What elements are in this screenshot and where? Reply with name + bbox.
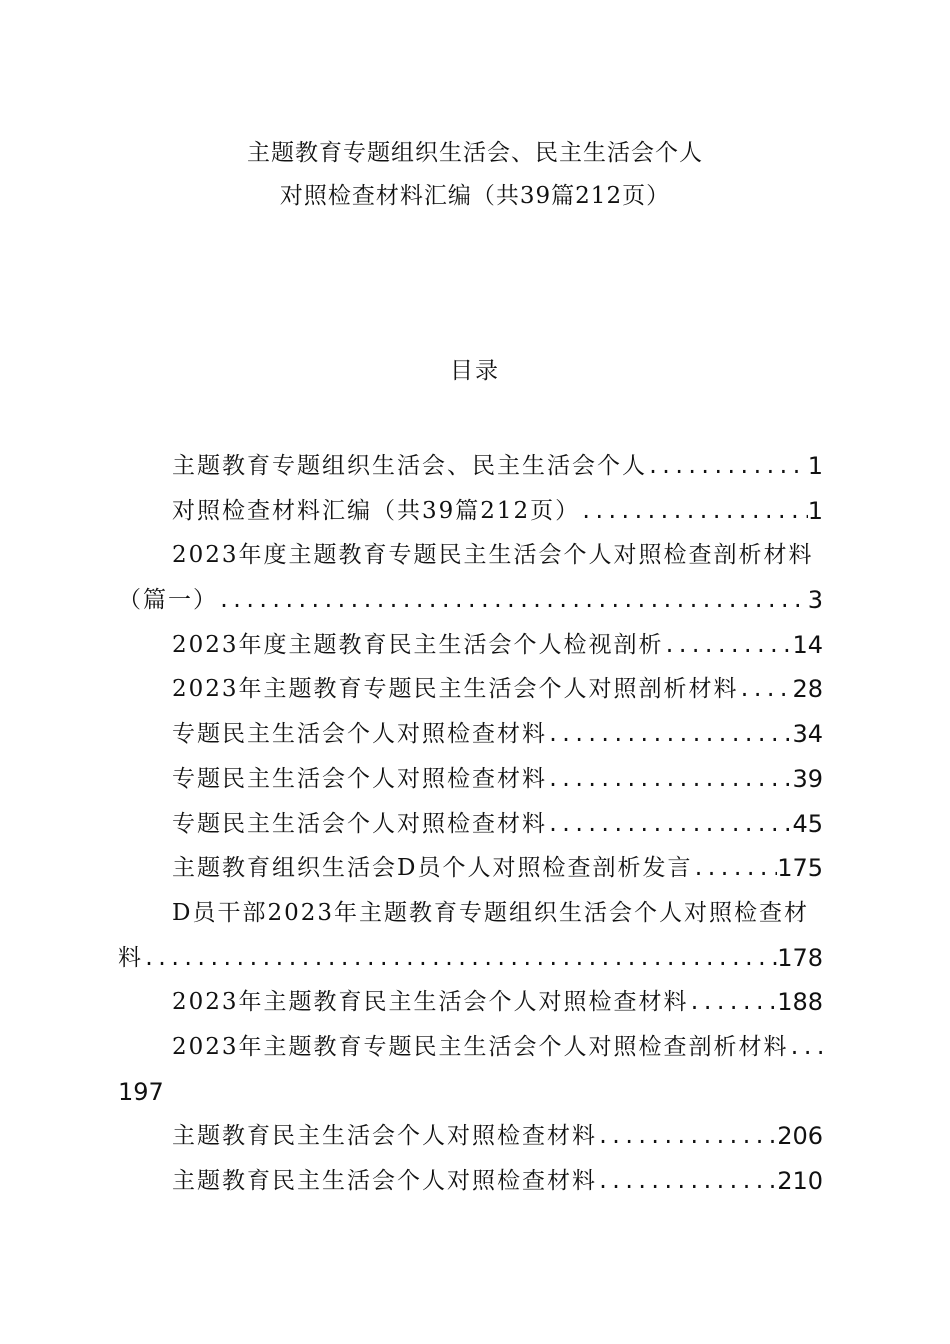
toc-entry[interactable]	[118, 533, 823, 578]
dot-leader	[547, 802, 792, 847]
toc-entry-title: 料	[118, 944, 143, 971]
toc-entry-continuation[interactable]	[118, 578, 823, 623]
toc-entry-continuation[interactable]	[118, 1070, 823, 1115]
toc-entry-title: 2023年度主题教育民主生活会个人检视剖析	[172, 631, 664, 658]
dot-leader	[689, 980, 778, 1025]
toc-entry-title: 主题教育民主生活会个人对照检查材料	[172, 1123, 597, 1150]
toc-entry-page: 3	[807, 586, 823, 615]
dot-leader	[547, 712, 792, 757]
toc-entry[interactable]	[118, 1159, 823, 1204]
toc-entry-title: 2023年主题教育民主生活会个人对照检查材料	[172, 989, 689, 1016]
toc-entry-page: 14	[792, 630, 823, 659]
toc-entry[interactable]	[118, 891, 823, 936]
dot-leader	[789, 1025, 823, 1070]
dot-leader	[739, 667, 793, 712]
toc-heading: 目录	[450, 358, 500, 384]
dot-leader	[580, 489, 808, 534]
toc-entry[interactable]	[118, 802, 823, 847]
toc-entry[interactable]	[118, 444, 823, 489]
toc-entry-page: 197	[118, 1077, 164, 1106]
toc-entry[interactable]	[118, 667, 823, 712]
toc-entry[interactable]	[118, 623, 823, 668]
toc-entry-page: 28	[792, 675, 823, 704]
dot-leader	[692, 846, 777, 891]
toc-entry-page: 178	[777, 943, 823, 972]
toc-entry-page: 34	[792, 720, 823, 749]
dot-leader	[597, 1114, 777, 1159]
toc-entry[interactable]	[118, 757, 823, 802]
dot-leader	[664, 623, 793, 668]
toc-entry-title: 2023年度主题教育专题民主生活会个人对照检查剖析材料	[172, 542, 814, 569]
table-of-contents	[118, 444, 823, 1204]
toc-entry-title: 对照检查材料汇编（共39篇212页）	[172, 497, 581, 524]
dot-leader	[647, 444, 808, 489]
toc-entry-title: 2023年主题教育专题民主生活会个人对照剖析材料	[172, 676, 739, 703]
toc-entry-title: （篇一）	[118, 587, 218, 614]
toc-entry[interactable]	[118, 980, 823, 1025]
toc-entry[interactable]	[118, 489, 823, 534]
toc-entry-title: 主题教育组织生活会D员个人对照检查剖析发言	[172, 855, 693, 882]
toc-entry-page: 206	[777, 1122, 823, 1151]
toc-entry-continuation[interactable]	[118, 936, 823, 981]
toc-entry-title: D员干部2023年主题教育专题组织生活会个人对照检查材	[172, 899, 809, 926]
toc-entry-page: 1	[807, 452, 823, 480]
document-title-line2: 对照检查材料汇编（共39篇212页）	[279, 183, 671, 209]
dot-leader	[143, 936, 777, 981]
toc-entry-page: 45	[792, 809, 823, 838]
document-title-line1: 主题教育专题组织生活会、民主生活会个人	[247, 140, 703, 166]
toc-entry-page: 39	[792, 764, 823, 793]
dot-leader	[547, 757, 792, 802]
dot-leader	[218, 578, 808, 623]
toc-entry[interactable]	[118, 1025, 823, 1070]
toc-entry-page: 1	[807, 496, 823, 525]
dot-leader	[597, 1159, 777, 1204]
toc-entry-title: 专题民主生活会个人对照检查材料	[172, 810, 547, 837]
toc-entry-title: 2023年主题教育专题民主生活会个人对照检查剖析材料	[172, 1033, 789, 1060]
toc-entry[interactable]	[118, 712, 823, 757]
toc-entry-title: 专题民主生活会个人对照检查材料	[172, 765, 547, 792]
toc-entry-page: 175	[777, 854, 823, 883]
toc-entry-title: 专题民主生活会个人对照检查材料	[172, 721, 547, 748]
toc-entry[interactable]	[118, 1114, 823, 1159]
toc-entry-page: 210	[777, 1167, 823, 1195]
toc-entry-title: 主题教育民主生活会个人对照检查材料	[172, 1168, 597, 1194]
toc-entry-title: 主题教育专题组织生活会、民主生活会个人	[172, 453, 647, 479]
toc-entry[interactable]	[118, 846, 823, 891]
toc-entry-page: 188	[777, 988, 823, 1017]
